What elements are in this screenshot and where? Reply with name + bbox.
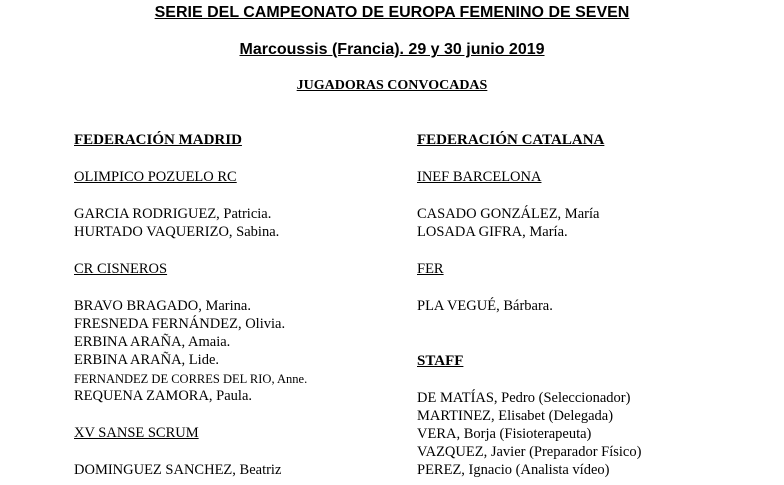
player-name: HURTADO VAQUERIZO, Sabina.: [74, 224, 280, 240]
player-name: BRAVO BRAGADO, Marina.: [74, 298, 251, 314]
club-name-xv-sanse-scrum: XV SANSE SCRUM: [74, 425, 199, 441]
player-name: FERNANDEZ DE CORRES DEL RIO, Anne.: [74, 372, 308, 386]
staff-member: MARTINEZ, Elisabet (Delegada): [417, 408, 614, 424]
staff-member: VAZQUEZ, Javier (Preparador Físico): [417, 444, 642, 460]
player-name: REQUENA ZAMORA, Paula.: [74, 388, 253, 404]
venue-date: Marcoussis (Francia). 29 y 30 junio 2019: [239, 41, 545, 58]
player-name: LOSADA GIFRA, María.: [417, 224, 568, 240]
player-name: ERBINA ARAÑA, Amaia.: [74, 334, 231, 350]
club-name-olimpico-pozuelo: OLIMPICO POZUELO RC: [74, 169, 237, 185]
player-name: ERBINA ARAÑA, Lide.: [74, 352, 219, 368]
section-subtitle: JUGADORAS CONVOCADAS: [296, 78, 488, 93]
document-title: SERIE DEL CAMPEONATO DE EUROPA FEMENINO DE SEVEN: [154, 4, 630, 21]
staff-heading: STAFF: [417, 353, 464, 369]
federation-heading-catalana: FEDERACIÓN CATALANA: [417, 132, 605, 148]
staff-member: DE MATÍAS, Pedro (Seleccionador): [417, 390, 631, 406]
player-name: PLA VEGUÉ, Bárbara.: [417, 298, 553, 314]
club-name-fer: FER: [417, 261, 444, 277]
club-name-cr-cisneros: CR CISNEROS: [74, 261, 168, 277]
player-name: FRESNEDA FERNÁNDEZ, Olivia.: [74, 316, 286, 332]
staff-member: VERA, Borja (Fisioterapeuta): [417, 426, 592, 442]
club-name-inef-barcelona: INEF BARCELONA: [417, 169, 542, 185]
player-name: DOMINGUEZ SANCHEZ, Beatriz: [74, 462, 282, 478]
player-name: GARCIA RODRIGUEZ, Patricia.: [74, 206, 272, 222]
federation-heading-madrid: FEDERACIÓN MADRID: [74, 132, 242, 148]
staff-member: PEREZ, Ignacio (Analista vídeo): [417, 462, 610, 478]
player-name: CASADO GONZÁLEZ, María: [417, 206, 600, 222]
